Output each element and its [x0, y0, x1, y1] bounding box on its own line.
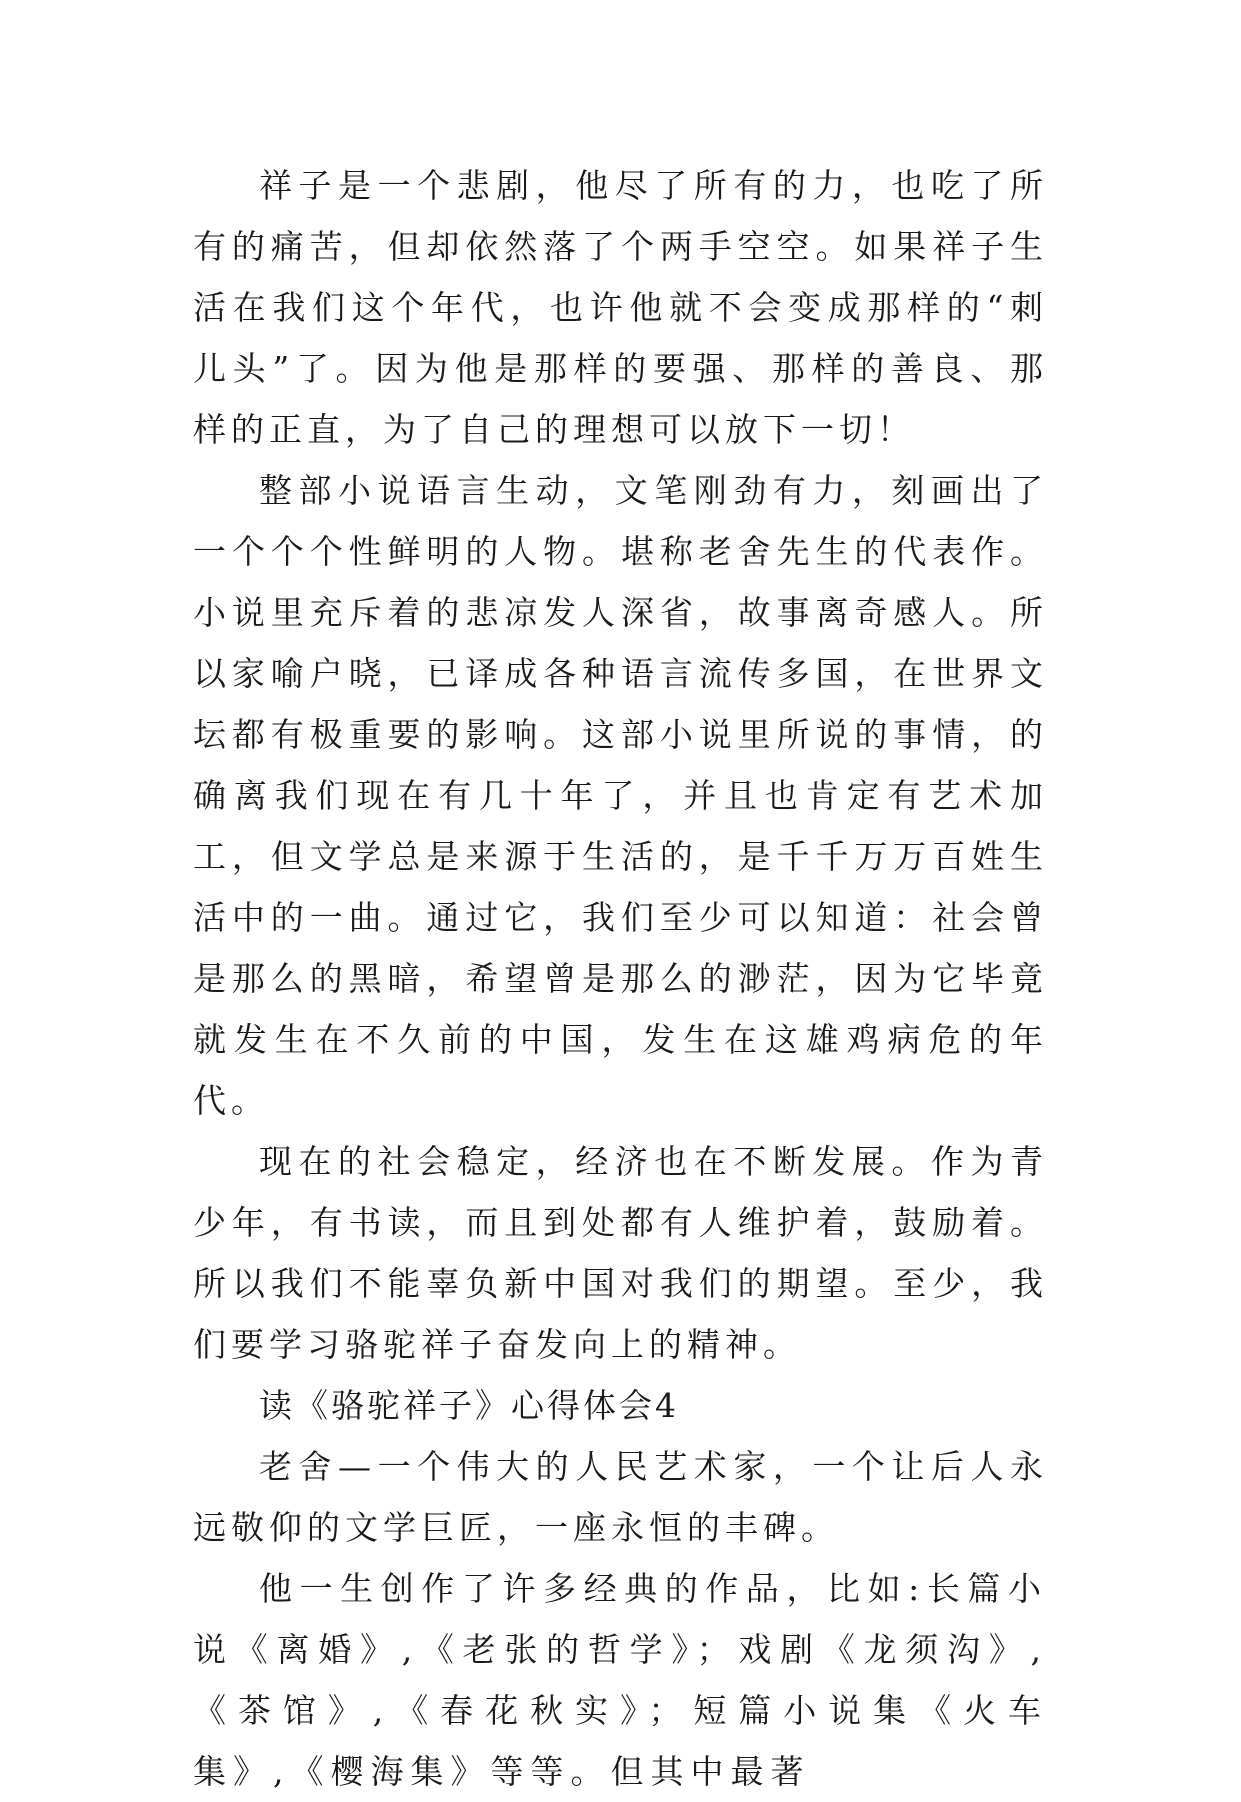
paragraph-laoshe-intro: 老舍—一个伟大的人民艺术家，一个让后人永远敬仰的文学巨匠，一座永恒的丰碑。	[193, 1447, 1048, 1547]
paragraph-laoshe-works: 他一生创作了许多经典的作品，比如:长篇小说《离婚》,《老张的哲学》；戏剧《龙须沟》,《茶馆》,《春花秋实》；短篇小说集《火车集》,《樱海集》等等。但其中最著	[193, 1569, 1048, 1791]
document-body	[193, 155, 1048, 1802]
section-heading: 读《骆驼祥子》心得体会4	[259, 1386, 679, 1425]
paragraph-xiangzi-tragedy: 祥子是一个悲剧，他尽了所有的力，也吃了所有的痛苦，但却依然落了个两手空空。如果祥子生活在我们这个年代，也许他就不会变成那样的“刺儿头”了。因为他是那样的要强、那样的善良、那样的正直，为了自己的理想可以放下一切！	[193, 166, 1048, 449]
paragraph-society-today: 现在的社会稳定，经济也在不断发展。作为青少年，有书读，而且到处都有人维护着，鼓励着。所以我们不能辜负新中国对我们的期望。至少，我们要学习骆驼祥子奋发向上的精神。	[193, 1142, 1048, 1364]
paragraph-novel-language: 整部小说语言生动，文笔刚劲有力，刻画出了一个个个性鲜明的人物。堪称老舍先生的代表作。小说里充斥着的悲凉发人深省，故事离奇感人。所以家喻户晓，已译成各种语言流传多国，在世界文坛都有极重要的影响。这部小说里所说的事情，的确离我们现在有几十年了，并且也肯定有艺术加工，但文学总是来源于生活的，是千千万万百姓生活中的一曲。通过它，我们至少可以知道：社会曾是那么的黑暗，希望曾是那么的渺茫，因为它毕竟就发生在不久前的中国，发生在这雄鸡病危的年代。	[193, 471, 1048, 1120]
